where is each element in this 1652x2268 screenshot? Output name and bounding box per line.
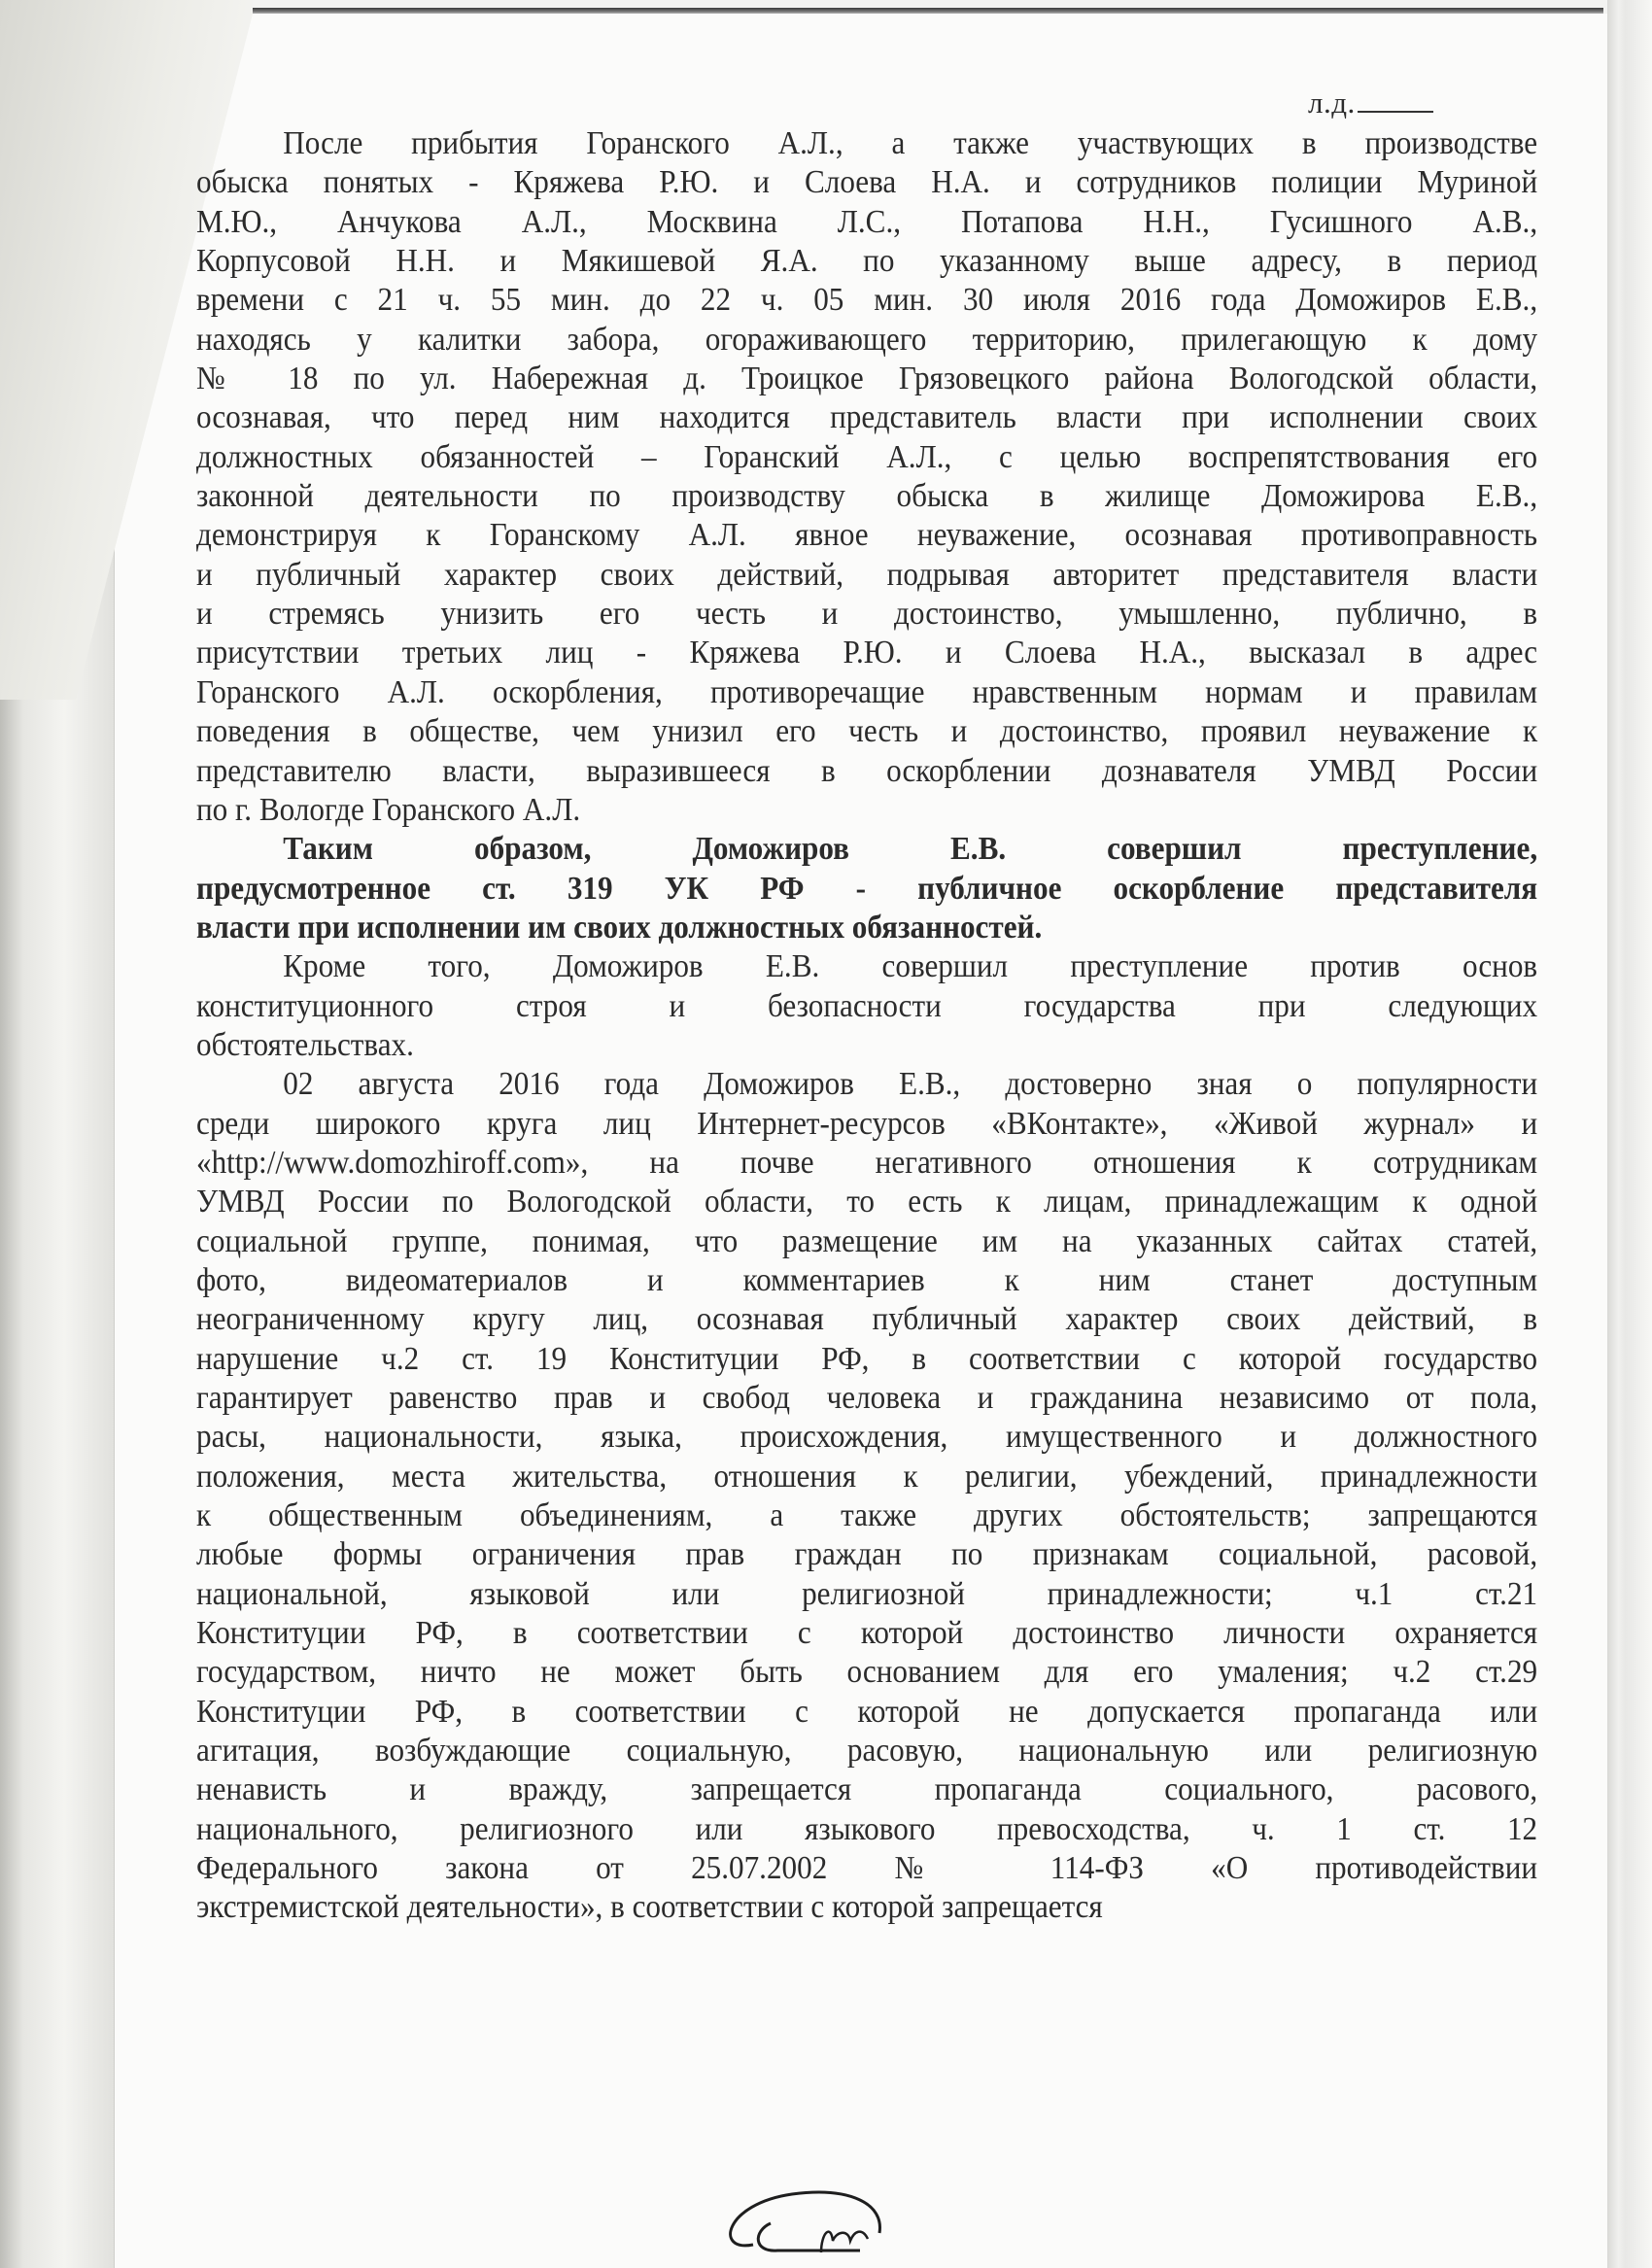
text-line: экстремистской деятельности», в соответствии с которой запрещается: [196, 1889, 1103, 1926]
text-line: Конституции РФ, в соответствии с которой достоинство личности охраняется: [196, 1615, 1538, 1652]
text-line: неограниченному кругу лиц, осознавая публичный характер своих действий, в: [196, 1301, 1538, 1338]
text-line: социальной группе, понимая, что размещение им на указанных сайтах статей,: [196, 1222, 1538, 1259]
text-line: предусмотренное ст. 319 УК РФ - публичное оскорбление представителя: [196, 870, 1538, 907]
text-line: национального, религиозного или языкового превосходства, ч. 1 ст. 12: [196, 1810, 1538, 1847]
paragraph-additionally: [196, 947, 1537, 1065]
text-line: обыска понятых - Кряжева Р.Ю. и Слоева Н.А. и сотрудников полиции Муриной: [196, 164, 1538, 201]
text-line: После прибытия Горанского А.Л., а также участвующих в производстве: [283, 125, 1538, 161]
document-body: [196, 124, 1537, 1928]
text-line: положения, места жительства, отношения к религии, убеждений, принадлежности: [196, 1458, 1538, 1495]
text-line: УМВД России по Вологодской области, то есть к лицам, принадлежащим к одной: [196, 1184, 1538, 1220]
text-line: и публичный характер своих действий, подрывая авторитет представителя власти: [196, 556, 1538, 593]
text-line: 02 августа 2016 года Доможиров Е.В., достоверно зная о популярности: [283, 1066, 1538, 1103]
text-line: должностных обязанностей – Горанский А.Л., с целью воспрепятствования его: [196, 438, 1538, 475]
text-line: государством, ничто не может быть основанием для его умаления; ч.2 ст.29: [196, 1654, 1538, 1691]
case-sheet-number-blank: [1358, 89, 1433, 113]
text-line: М.Ю., Анчукова А.Л., Москвина Л.С., Потапова Н.Н., Гусишного А.В.,: [196, 203, 1538, 240]
paragraph-arrival: [196, 124, 1537, 830]
case-sheet-label: л.д.: [1308, 86, 1356, 120]
text-line: «http://www.domozhiroff.com», на почве негативного отношения к сотрудникам: [196, 1144, 1538, 1181]
text-line: агитация, возбуждающие социальную, расовую, национальную или религиозную: [196, 1733, 1538, 1770]
text-line: конституционного строя и безопасности государства при следующих: [196, 987, 1538, 1024]
text-line: находясь у калитки забора, огораживающего территорию, прилегающую к дому: [196, 321, 1538, 358]
text-line: нарушение ч.2 ст. 19 Конституции РФ, в соответствии с которой государство: [196, 1340, 1538, 1377]
text-line: власти при исполнении им своих должностных обязанностей.: [196, 909, 1043, 945]
text-line: среди широкого круга лиц Интернет-ресурсов «ВКонтакте», «Живой журнал» и: [196, 1105, 1538, 1142]
text-line: Кроме того, Доможиров Е.В. совершил преступление против основ: [283, 948, 1538, 985]
text-line: представителю власти, выразившееся в оскорблении дознавателя УМВД России: [196, 752, 1538, 789]
scanner-right-edge: [1607, 0, 1652, 2268]
text-line: фото, видеоматериалов и комментариев к ним станет доступным: [196, 1261, 1538, 1298]
paragraph-conclusion: [196, 830, 1537, 947]
text-line: обстоятельствах.: [196, 1026, 414, 1063]
text-line: национальной, языковой или религиозной принадлежности; ч.1 ст.21: [196, 1575, 1538, 1612]
text-line: Таким образом, Доможиров Е.В. совершил преступление,: [283, 831, 1538, 868]
text-line: ненависть и вражду, запрещается пропаганда социального, расового,: [196, 1771, 1538, 1808]
text-line: законной деятельности по производству обыска в жилище Доможирова Е.В.,: [196, 478, 1538, 515]
text-line: расы, национальности, языка, происхождения, имущественного и должностного: [196, 1419, 1538, 1456]
text-line: Федерального закона от 25.07.2002 № 114-ФЗ «О противодействии: [196, 1850, 1538, 1887]
text-line: Корпусовой Н.Н. и Мякишевой Я.А. по указанному выше адресу, в период: [196, 243, 1538, 280]
signature-icon: [685, 2184, 918, 2262]
paragraph-august-2: [196, 1065, 1537, 1928]
text-line: к общественным объединениям, а также других обстоятельств; запрещаются: [196, 1497, 1538, 1534]
text-line: любые формы ограничения прав граждан по признакам социальной, расовой,: [196, 1536, 1538, 1573]
text-line: гарантирует равенство прав и свобод человека и гражданина независимо от пола,: [196, 1380, 1538, 1416]
text-line: осознавая, что перед ним находится представитель власти при исполнении своих: [196, 399, 1538, 436]
case-sheet-reference: [1308, 86, 1433, 120]
text-line: Горанского А.Л. оскорбления, противоречащие нравственным нормам и правилам: [196, 673, 1538, 710]
text-line: № 18 по ул. Набережная д. Троицкое Грязовецкого района Вологодской области,: [196, 361, 1538, 397]
text-line: Конституции РФ, в соответствии с которой не допускается пропаганда или: [196, 1693, 1538, 1730]
text-line: поведения в обществе, чем унизил его честь и достоинство, проявил неуважение к: [196, 713, 1538, 750]
text-line: и стремясь унизить его честь и достоинство, умышленно, публично, в: [196, 596, 1538, 633]
text-line: по г. Вологде Горанского А.Л.: [196, 791, 581, 828]
text-line: времени с 21 ч. 55 мин. до 22 ч. 05 мин. 30 июля 2016 года Доможиров Е.В.,: [196, 282, 1538, 319]
text-line: присутствии третьих лиц - Кряжева Р.Ю. и Слоева Н.А., высказал в адрес: [196, 635, 1538, 671]
text-line: демонстрируя к Горанскому А.Л. явное неуважение, осознавая противоправность: [196, 517, 1538, 554]
